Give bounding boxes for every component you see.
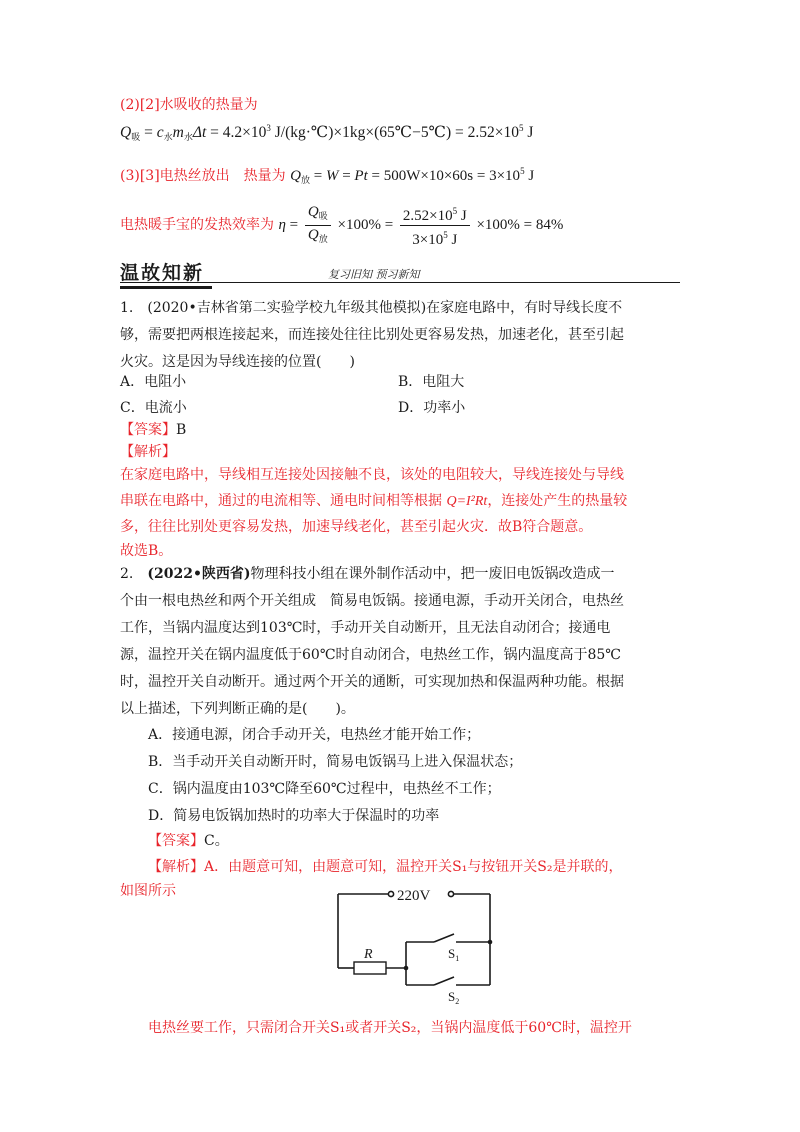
released-heat-equation: $Q_放 = W = Pt = 500W\times 10\times 60s = 3\times 10^5$ J — [290, 166, 535, 185]
water-heat-equation: $Q_吸 = c_水m_水\Delta t = 4.2\times 10^3$ J/(kg·℃)×1kg×(65℃−5℃) = $2.52\times 10^5$ J — [120, 123, 534, 142]
q2-explanation-1: 【解析】A．由题意可知，由题意可知，温控开关S₁与按钮开关S₂是并联的， — [148, 859, 623, 875]
q2-source: (2022•陕西省) — [147, 566, 251, 582]
q2-option-c: C．锅内温度由103℃降至60℃过程中，电热丝不工作； — [148, 781, 501, 797]
joule-law-formula: Q=I²Rt — [446, 494, 488, 509]
q1-option-b: B．电阻大 — [398, 374, 465, 390]
q2-option-a: A．接通电源，闭合手动开关，电热丝才能开始工作； — [148, 727, 481, 743]
q2-answer-label: 【答案】 — [148, 833, 204, 849]
switch-s1-label: $S_1$ — [448, 946, 460, 963]
q2-line3: 工作，当锅内温度达到103℃时，手动开关自动断开，且无法自动闭合；接通电 — [120, 620, 611, 636]
q1-line1: 1. (2020•吉林省第二实验学校九年级其他模拟)在家庭电路中，有时导线长度不 — [120, 300, 623, 316]
part3-row — [120, 160, 534, 191]
q1-explanation-1: 在家庭电路中，导线相互连接处因接触不良，该处的电阻较大，导线连接处与导线 — [120, 467, 624, 483]
q2-line5: 时，温控开关自动断开。通过两个开关的通断，可实现加热和保温两种功能。根据 — [120, 674, 624, 690]
resistor-label: R — [364, 947, 373, 962]
efficiency-label: 电热暖手宝的发热效率为 — [120, 216, 274, 233]
circuit-voltage-label: 220V — [397, 888, 431, 904]
q2-line4: 源，温控开关在锅内温度低于60℃时自动闭合，电热丝工作，锅内温度高于85℃ — [120, 647, 621, 663]
q2-answer: C。 — [204, 833, 229, 849]
q1-conclusion: 故选B。 — [120, 543, 173, 559]
q2-explanation-2: 如图所示 — [120, 883, 176, 899]
switch-s2-label: $S_2$ — [448, 989, 460, 1006]
q2-line2: 个由一根电热丝和两个开关组成 简易电饭锅。接通电源，手动开关闭合，电热丝 — [120, 593, 624, 609]
section-rule — [120, 282, 680, 283]
q2-option-d: D．简易电饭锅加热时的功率大于保温时的功率 — [148, 808, 440, 824]
section-rule-accent — [120, 286, 212, 289]
part3-label: (3)[3]电热丝放出 热量为 — [120, 168, 286, 184]
q2-analysis-label: 【解析】 — [148, 859, 204, 875]
part2-label: (2)[2]水吸收的热量为 — [120, 97, 258, 113]
q1-line3: 火灾。这是因为导线连接的位置( ) — [120, 354, 355, 370]
q2-line6: 以上描述，下列判断正确的是( )。 — [120, 701, 355, 717]
efficiency-equation: η = $\frac{Q_吸}{Q_放}$ ×100% = $\frac{2.52\times 10^5 J}{3\times 10^5 J}$ ×100% = 84% — [278, 204, 564, 248]
q1-line2: 够，需要把两根连接起来，而连接处往往比别处更容易发热，加速老化，甚至引起 — [120, 327, 624, 343]
q2-answer-row — [148, 830, 229, 852]
circuit-diagram — [318, 882, 518, 1007]
efficiency-row — [120, 203, 563, 248]
section-subtitle: 复习旧知 预习新知 — [328, 268, 420, 281]
q2-last-line: 电热丝要工作，只需闭合开关S₁或者开关S₂，当锅内温度低于60℃时，温控开 — [148, 1020, 632, 1036]
q1-analysis-label: 【解析】 — [120, 444, 176, 460]
q1-explanation-2: 串联在电路中，通过的电流相等、通电时间相等根据 Q=I²Rt，连接处产生的热量较 — [120, 493, 628, 509]
section-title: 温故知新 — [120, 262, 205, 284]
q2-line1: 2. (2022•陕西省)物理科技小组在课外制作活动中，把一废旧电饭锅改造成一 — [120, 566, 615, 582]
q1-option-d: D．功率小 — [398, 400, 466, 416]
q1-option-c: C．电流小 — [120, 400, 187, 416]
q1-answer: B — [176, 422, 187, 438]
q1-option-a: A．电阻小 — [120, 374, 187, 390]
q2-option-b: B．当手动开关自动断开时，简易电饭锅马上进入保温状态； — [148, 754, 523, 770]
q1-explanation-3: 多，往往比别处更容易发热，加速导线老化，甚至引起火灾．故B符合题意。 — [120, 519, 593, 535]
q1-answer-row — [120, 419, 186, 441]
q1-answer-label: 【答案】 — [120, 422, 176, 438]
